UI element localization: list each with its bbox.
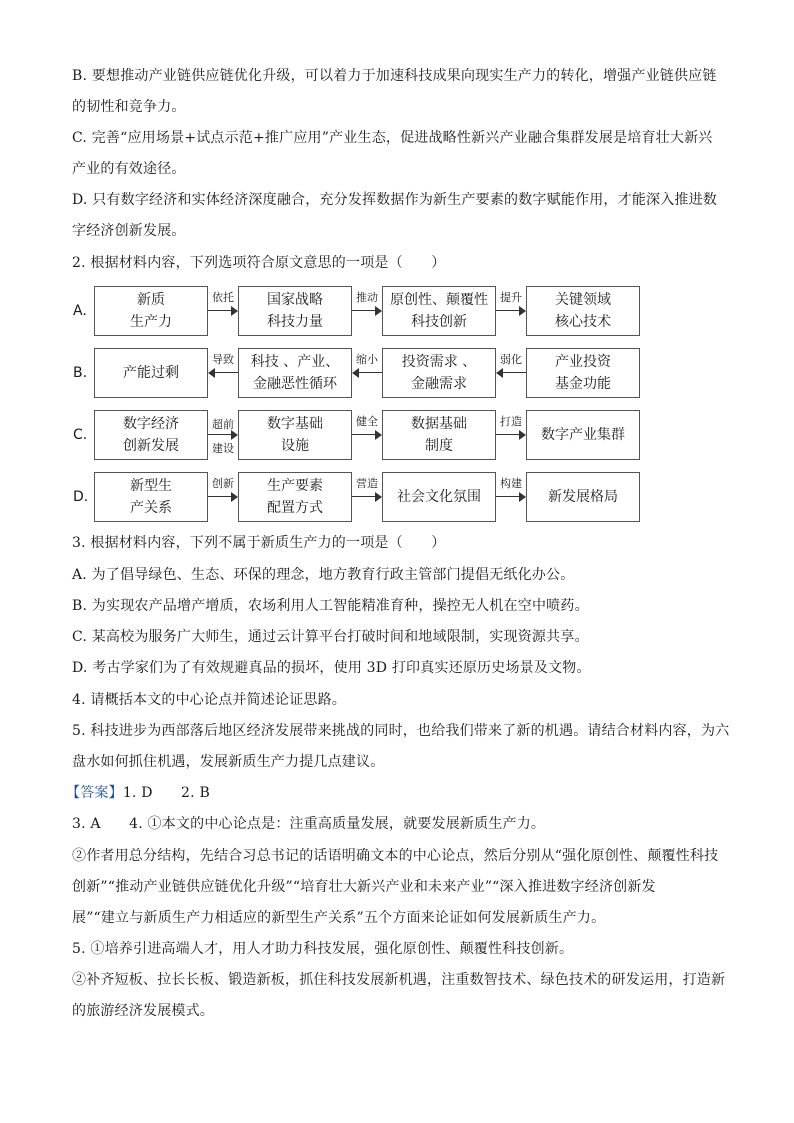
question-3-option-a: A. 为了倡导绿色、生态、环保的理念，地方教育行政主管部门提倡无纸化办公。: [72, 567, 575, 583]
flow-arrow-label: 弱化: [500, 353, 522, 366]
option-c-line1: C. 完善“应用场景+试点示范+推广应用”产业生态，促进战略性新兴产业融合集群发展是培育壮大新兴: [72, 130, 713, 146]
answer-tag: 【答案】: [66, 785, 123, 801]
flow-box: [94, 410, 208, 460]
flow-box-text: 新质: [137, 292, 165, 308]
flow-box: [526, 472, 640, 522]
flow-box: [238, 410, 352, 460]
flow-box: [526, 286, 640, 336]
flow-arrow-label: 依托: [212, 291, 234, 304]
flow-box-text: 社会文化氛围: [397, 489, 481, 505]
flow-box: [382, 348, 496, 398]
flow-arrow: [208, 305, 238, 317]
flow-box-text: 科技 、产业、: [250, 354, 340, 370]
answer-1-2: 1. D 2. B: [122, 785, 210, 801]
flow-arrow: [496, 367, 526, 379]
flow-arrow-label: 提升: [500, 291, 522, 304]
answer-line8: 的旅游经济发展模式。: [72, 1003, 214, 1019]
flow-arrow: [496, 305, 526, 317]
flow-box: [526, 348, 640, 398]
option-b-line1: B. 要想推动产业链供应链优化升级，可以着力于加速科技成果向现实生产力的转化，增强产业链供应链: [72, 68, 717, 84]
flow-box-text: 科技力量: [267, 314, 323, 330]
question-3-option-b: B. 为实现农产品增产增质，农场利用人工智能精准育种，操控无人机在空中喷药。: [72, 598, 589, 614]
flow-arrow: [496, 491, 526, 503]
flow-box-text: 金融需求: [410, 376, 467, 392]
flow-box-text: 设施: [281, 438, 309, 454]
flow-box-text: 国家战略: [267, 292, 323, 308]
flow-arrow-label-bottom: 建设: [212, 442, 234, 455]
option-d-line1: D. 只有数字经济和实体经济深度融合，充分发挥数据作为新生产要素的数字赋能作用，才能深入推进数: [72, 192, 718, 208]
flow-arrow-label-top: 超前: [212, 418, 234, 431]
question-5-line2: 盘水如何抓住机遇，发展新质生产力提几点建议。: [72, 754, 385, 770]
flow-arrow-label: 推动: [356, 291, 378, 304]
flow-box: [526, 410, 640, 460]
flow-box-text: 产业投资: [555, 354, 611, 370]
flow-box-text: 生产力: [130, 314, 172, 330]
flow-box-text: 创新发展: [123, 438, 179, 454]
flow-box-text: 投资需求 、: [401, 354, 477, 370]
flow-box: [382, 472, 496, 522]
flow-arrow: [208, 491, 238, 503]
flow-box: [238, 286, 352, 336]
question-3-option-c: C. 某高校为服务广大师生，通过云计算平台打破时间和地域限制，实现资源共享。: [72, 629, 589, 645]
flow-box: [238, 472, 352, 522]
answer-line6: 5. ①培养引进高端人才，用人才助力科技发展，强化原创性、颠覆性科技创新。: [72, 941, 574, 957]
flow-box-text: 数字基础: [267, 416, 323, 432]
flow-arrow-label: 创新: [212, 477, 234, 490]
flow-box-text: 数据基础: [411, 416, 467, 432]
flow-arrow-label: 营造: [356, 477, 378, 490]
answer-line7: ②补齐短板、拉长长板、锻造新板，抓住科技发展新机遇，注重数智技术、绿色技术的研发运用，打造新: [72, 972, 726, 988]
question-3-stem: 3. 根据材料内容，下列不属于新质生产力的一项是（ ）: [72, 535, 446, 551]
flow-arrow: [496, 429, 526, 441]
option-c-line2: 产业的有效途径。: [72, 161, 186, 177]
question-2-stem: 2. 根据材料内容，下列选项符合原文意思的一项是（ ）: [72, 255, 446, 271]
flow-box: [94, 286, 208, 336]
answer-line1: [66, 783, 210, 803]
question-5-line1: 5. 科技进步为西部落后地区经济发展带来挑战的同时，也给我们带来了新的机遇。请结合材料内容，为六: [72, 723, 730, 739]
flow-box-text: 科技创新: [411, 314, 467, 330]
flow-arrow: [352, 367, 382, 379]
flow-box-text: 关键领域: [555, 292, 611, 308]
option-label: C.: [73, 427, 88, 443]
flow-arrow-label: 打造: [500, 415, 522, 428]
flow-box-text: 配置方式: [267, 500, 323, 516]
flow-box-text: 产关系: [130, 500, 172, 516]
flow-arrow-label: 健全: [356, 415, 378, 428]
option-label: D.: [73, 489, 89, 505]
answer-line5: 展”“建立与新质生产力相适应的新型生产关系”五个方面来论证如何发展新质生产力。: [72, 910, 606, 926]
flow-box-text: 制度: [425, 438, 453, 454]
flow-box: [94, 472, 208, 522]
flow-box-text: 金融恶性循环: [252, 376, 337, 392]
flow-box-text: 数字经济: [123, 416, 179, 432]
flow-box-text: 新型生: [130, 478, 172, 494]
flow-arrow-label: 缩小: [356, 353, 378, 366]
flow-box: [382, 286, 496, 336]
flow-box: [94, 348, 208, 398]
answer-line4: 创新”“推动产业链供应链优化升级”“培育壮大新兴产业和未来产业”“深入推进数字经济创新发: [72, 879, 656, 895]
option-label: B.: [73, 365, 88, 381]
option-d-line2: 字经济创新发展。: [72, 223, 186, 239]
answer-line3: ②作者用总分结构，先结合习总书记的话语明确文本的中心论点，然后分别从“强化原创性、颠覆性科技: [72, 848, 719, 864]
flow-arrow-label: 导致: [212, 353, 234, 366]
option-b-line2: 的韧性和竞争力。: [72, 99, 186, 115]
question-4-stem: 4. 请概括本文的中心论点并简述论证思路。: [72, 692, 347, 708]
flow-arrow: [352, 429, 382, 441]
flow-box-text: 生产要素: [267, 478, 323, 494]
flow-box-text: 基金功能: [555, 376, 611, 392]
flow-arrow: [208, 367, 238, 379]
option-label: A.: [73, 303, 87, 319]
flow-box-text: 数字产业集群: [541, 427, 625, 443]
question-3-option-d: D. 考古学家们为了有效规避真品的损坏，使用 3D 打印真实还原历史场景及文物。: [72, 660, 591, 676]
flow-box: [382, 410, 496, 460]
flow-box-text: 核心技术: [555, 314, 611, 330]
flow-arrow: [352, 305, 382, 317]
flow-arrow-label: [208, 418, 238, 456]
flow-box-text: 原创性、颠覆性: [390, 292, 488, 308]
flow-box-text: 新发展格局: [548, 489, 618, 505]
flow-arrow-label: 构建: [500, 477, 522, 490]
answer-line2: 3. A 4. ①本文的中心论点是：注重高质量发展，就要发展新质生产力。: [72, 816, 546, 832]
flow-arrow: [352, 491, 382, 503]
flow-box-text: 产能过剩: [123, 365, 179, 381]
flow-box: [238, 348, 352, 398]
